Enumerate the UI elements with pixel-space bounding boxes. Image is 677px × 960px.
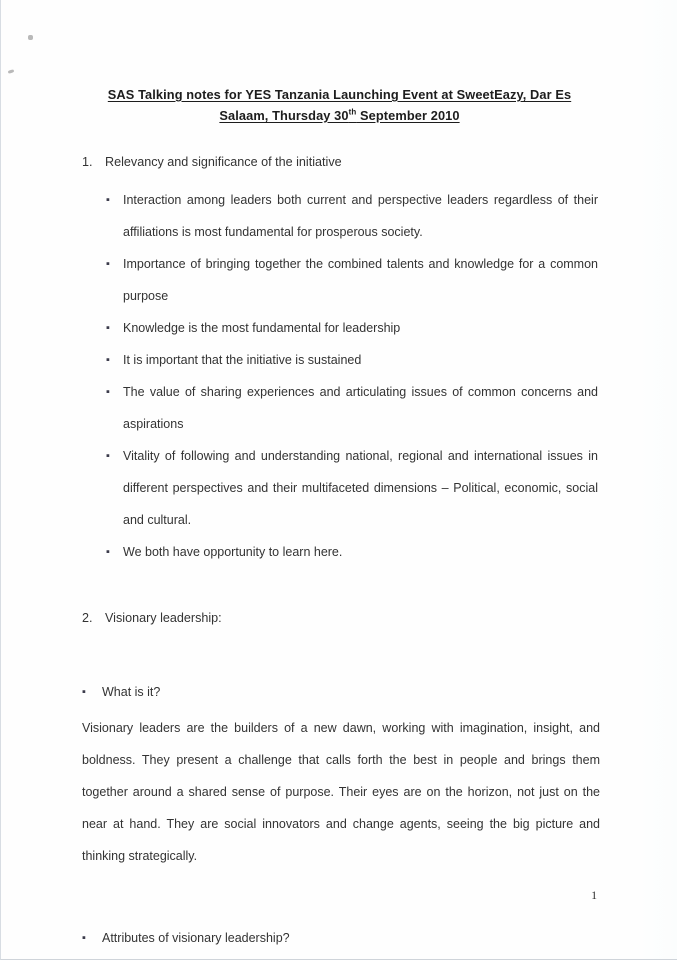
document-title	[1, 0, 677, 126]
list-item	[1, 440, 677, 536]
document-title-line-2	[219, 108, 459, 123]
bullet-list-attributes	[1, 922, 677, 954]
title-date-text: Salaam, Thursday 30	[219, 108, 349, 123]
document-title-line-1: SAS Talking notes for YES Tanzania Launching Event at SweetEazy, Dar Es	[107, 87, 572, 102]
list-item-text: What is it?	[102, 685, 161, 699]
list-item-text: We both have opportunity to learn here.	[123, 545, 343, 559]
list-item-text: Attributes of visionary leadership?	[102, 931, 290, 945]
list-number: 2.	[82, 611, 93, 625]
page-number: 1	[591, 890, 597, 902]
bullet-square-icon: ▪	[106, 354, 110, 366]
list-item-text: Importance of bringing together the combined talents and knowledge for a common purpose	[123, 257, 598, 303]
list-item-text: It is important that the initiative is sustained	[123, 353, 362, 367]
numbered-heading-relevancy	[1, 146, 677, 178]
list-number: 1.	[82, 155, 93, 169]
numbered-heading-label: Relevancy and significance of the initiative	[105, 155, 342, 169]
bullet-square-icon: ▪	[106, 194, 110, 206]
bullet-square-icon: ▪	[82, 932, 86, 944]
list-item	[1, 376, 677, 440]
list-item	[1, 184, 677, 248]
visionary-leadership-paragraph: Visionary leaders are the builders of a new dawn, working with imagination, insight, and boldness. They present a challenge that calls forth the best in people and brings them together around a shared sense of purpose. Their eyes are on the horizon, not just on the near at hand. They are social innovators and change agents, seeing the big picture and thinking strategically.	[82, 721, 600, 863]
bullet-square-icon: ▪	[82, 686, 86, 698]
title-date-suffix: September 2010	[356, 108, 460, 123]
bullet-square-icon: ▪	[106, 322, 110, 334]
list-item	[1, 922, 677, 954]
list-item	[1, 536, 677, 568]
bullet-square-icon: ▪	[106, 546, 110, 558]
list-item	[1, 248, 677, 312]
list-item-text: Vitality of following and understanding national, regional and international issues in different perspectives and their multifaceted dimensions – Political, economic, social and cultural.	[123, 449, 598, 527]
document-body	[1, 0, 677, 954]
list-item-text: The value of sharing experiences and articulating issues of common concerns and aspirations	[123, 385, 598, 431]
bullet-list-relevancy	[1, 184, 677, 568]
bullet-square-icon: ▪	[106, 386, 110, 398]
list-item	[1, 344, 677, 376]
list-item-text: Knowledge is the most fundamental for leadership	[123, 321, 401, 335]
list-item	[1, 312, 677, 344]
numbered-heading-label: Visionary leadership:	[105, 611, 222, 625]
list-item	[1, 676, 677, 708]
title-date-superscript: th	[348, 107, 357, 117]
list-item-text: Interaction among leaders both current and perspective leaders regardless of their affiliations is most fundamental for prosperous society.	[123, 193, 598, 239]
bullet-list-what-is-it	[1, 676, 677, 708]
bullet-square-icon: ▪	[106, 258, 110, 270]
bullet-square-icon: ▪	[106, 450, 110, 462]
numbered-heading-visionary	[1, 602, 677, 634]
